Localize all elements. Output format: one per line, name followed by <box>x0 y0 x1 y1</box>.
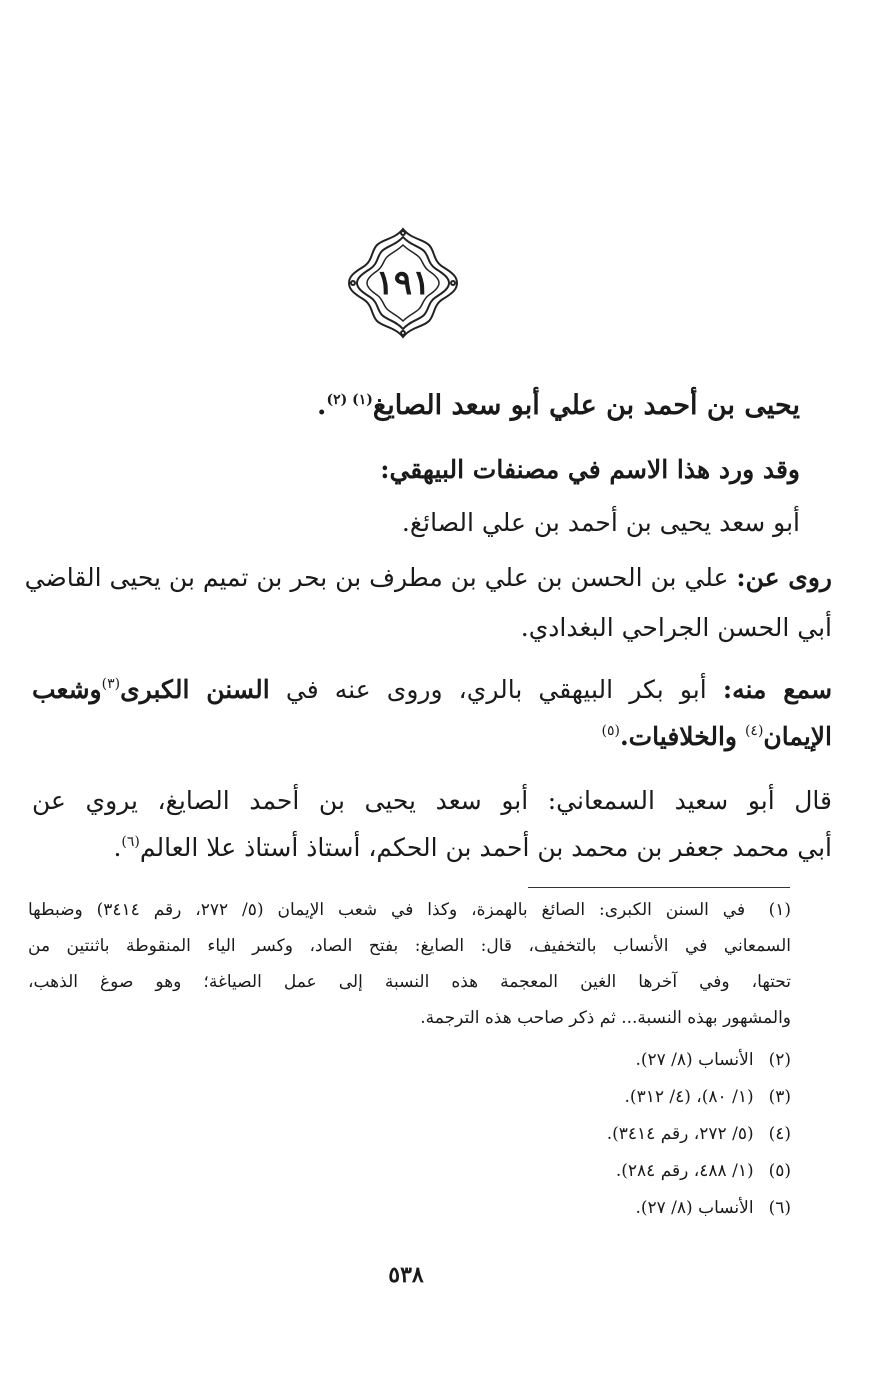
footnote-2-text: الأنساب (٨/ ٢٧). <box>635 1050 754 1070</box>
footnote-ref-4: (٤) <box>744 723 764 739</box>
book-shuab: وشعب <box>32 675 102 704</box>
entry-number: ١٩١ <box>375 263 431 303</box>
samani-line1: قال أبو سعيد السمعاني: أبو سعد يحيى بن أحمد الصايغ، يروي عن <box>32 786 832 815</box>
page-number: ٥٣٨ <box>388 1262 424 1288</box>
footnote-3 <box>625 1087 791 1107</box>
book-iman: الإيمان <box>763 722 832 751</box>
entry-heading: يحيى بن أحمد بن علي أبو سعد الصايغ$^{(١) (٢)}$. <box>317 390 800 421</box>
footnote-6 <box>635 1198 791 1218</box>
footnote-2-number: (٢) <box>768 1050 791 1070</box>
samia-minhu-line2 <box>601 722 832 751</box>
entry-heading-title: يحيى بن أحمد بن علي أبو سعد الصايغ <box>372 390 800 421</box>
rawa-an-line1 <box>24 563 832 592</box>
footnote-2 <box>635 1050 791 1070</box>
footnote-5-text: (١/ ٤٨٨، رقم ٢٨٤). <box>615 1161 754 1181</box>
footnote-1-line4: والمشهور بهذه النسبة... ثم ذكر صاحب هذه الترجمة. <box>420 1008 791 1028</box>
footnote-4-number: (٤) <box>768 1124 791 1144</box>
rawa-an-line2: أبي الحسن الجراحي البغدادي. <box>520 613 832 642</box>
footnote-1-line2: السمعاني في الأنساب بالتخفيف، قال: الصايغ: بفتح الصاد، وكسر الياء المنقوطة باثنتين من <box>28 936 791 956</box>
name-line: أبو سعد يحيى بن أحمد بن علي الصائغ. <box>401 508 800 537</box>
footnote-separator <box>528 887 790 888</box>
footnote-1-text1: في السنن الكبرى: الصائغ بالهمزة، وكذا في شعب الإيمان (٥/ ٢٧٢، رقم ٣٤١٤) وضبطها <box>28 900 746 920</box>
footnote-6-number: (٦) <box>768 1198 791 1218</box>
samia-minhu-text1: أبو بكر البيهقي بالري، وروى عنه في <box>285 675 707 704</box>
footnote-ref-5: (٥) <box>601 723 620 739</box>
footnote-3-text: (١/ ٨٠)، (٤/ ٣١٢). <box>624 1087 754 1107</box>
samia-minhu-label: سمع منه: <box>722 675 833 704</box>
footnote-3-number: (٣) <box>768 1087 791 1107</box>
subheading: وقد ورد هذا الاسم في مصنفات البيهقي: <box>380 455 800 484</box>
footnote-5-number: (٥) <box>768 1161 791 1181</box>
book-sunan-kubra: السنن الكبرى <box>120 675 270 704</box>
samani-text2: أبي محمد جعفر بن محمد بن أحمد بن الحكم، أستاذ أستاذ علا العالم <box>139 833 832 862</box>
samia-minhu-line1 <box>32 675 832 704</box>
footnote-1-number: (١) <box>768 900 791 920</box>
footnote-1-line1 <box>28 900 791 920</box>
footnote-1-line3: تحتها، وفي آخرها الغين المعجمة هذه النسبة إلى عمل الصياغة؛ وهو صوغ الذهب، <box>28 972 791 992</box>
rawa-an-label: روى عن: <box>736 563 832 592</box>
rawa-an-text1: علي بن الحسن بن علي بن مطرف بن بحر بن تميم بن يحيى القاضي <box>24 563 729 592</box>
conjunction: و <box>724 722 737 751</box>
footnote-5 <box>616 1161 791 1181</box>
footnote-4 <box>607 1124 791 1144</box>
samani-line2: أبي محمد جعفر بن محمد بن أحمد بن الحكم، أستاذ أستاذ علا العالم$^{(٦)}$. <box>113 833 832 862</box>
footnote-6-text: الأنساب (٨/ ٢٧). <box>635 1198 754 1218</box>
footnote-ref-1-2: (١) (٢) <box>326 392 373 408</box>
book-khilafiyat: الخلافيات. <box>619 722 725 751</box>
footnote-ref-6: (٦) <box>121 834 140 850</box>
footnote-ref-3: (٣) <box>101 676 121 692</box>
footnote-4-text: (٥/ ٢٧٢، رقم ٣٤١٤). <box>606 1124 754 1144</box>
